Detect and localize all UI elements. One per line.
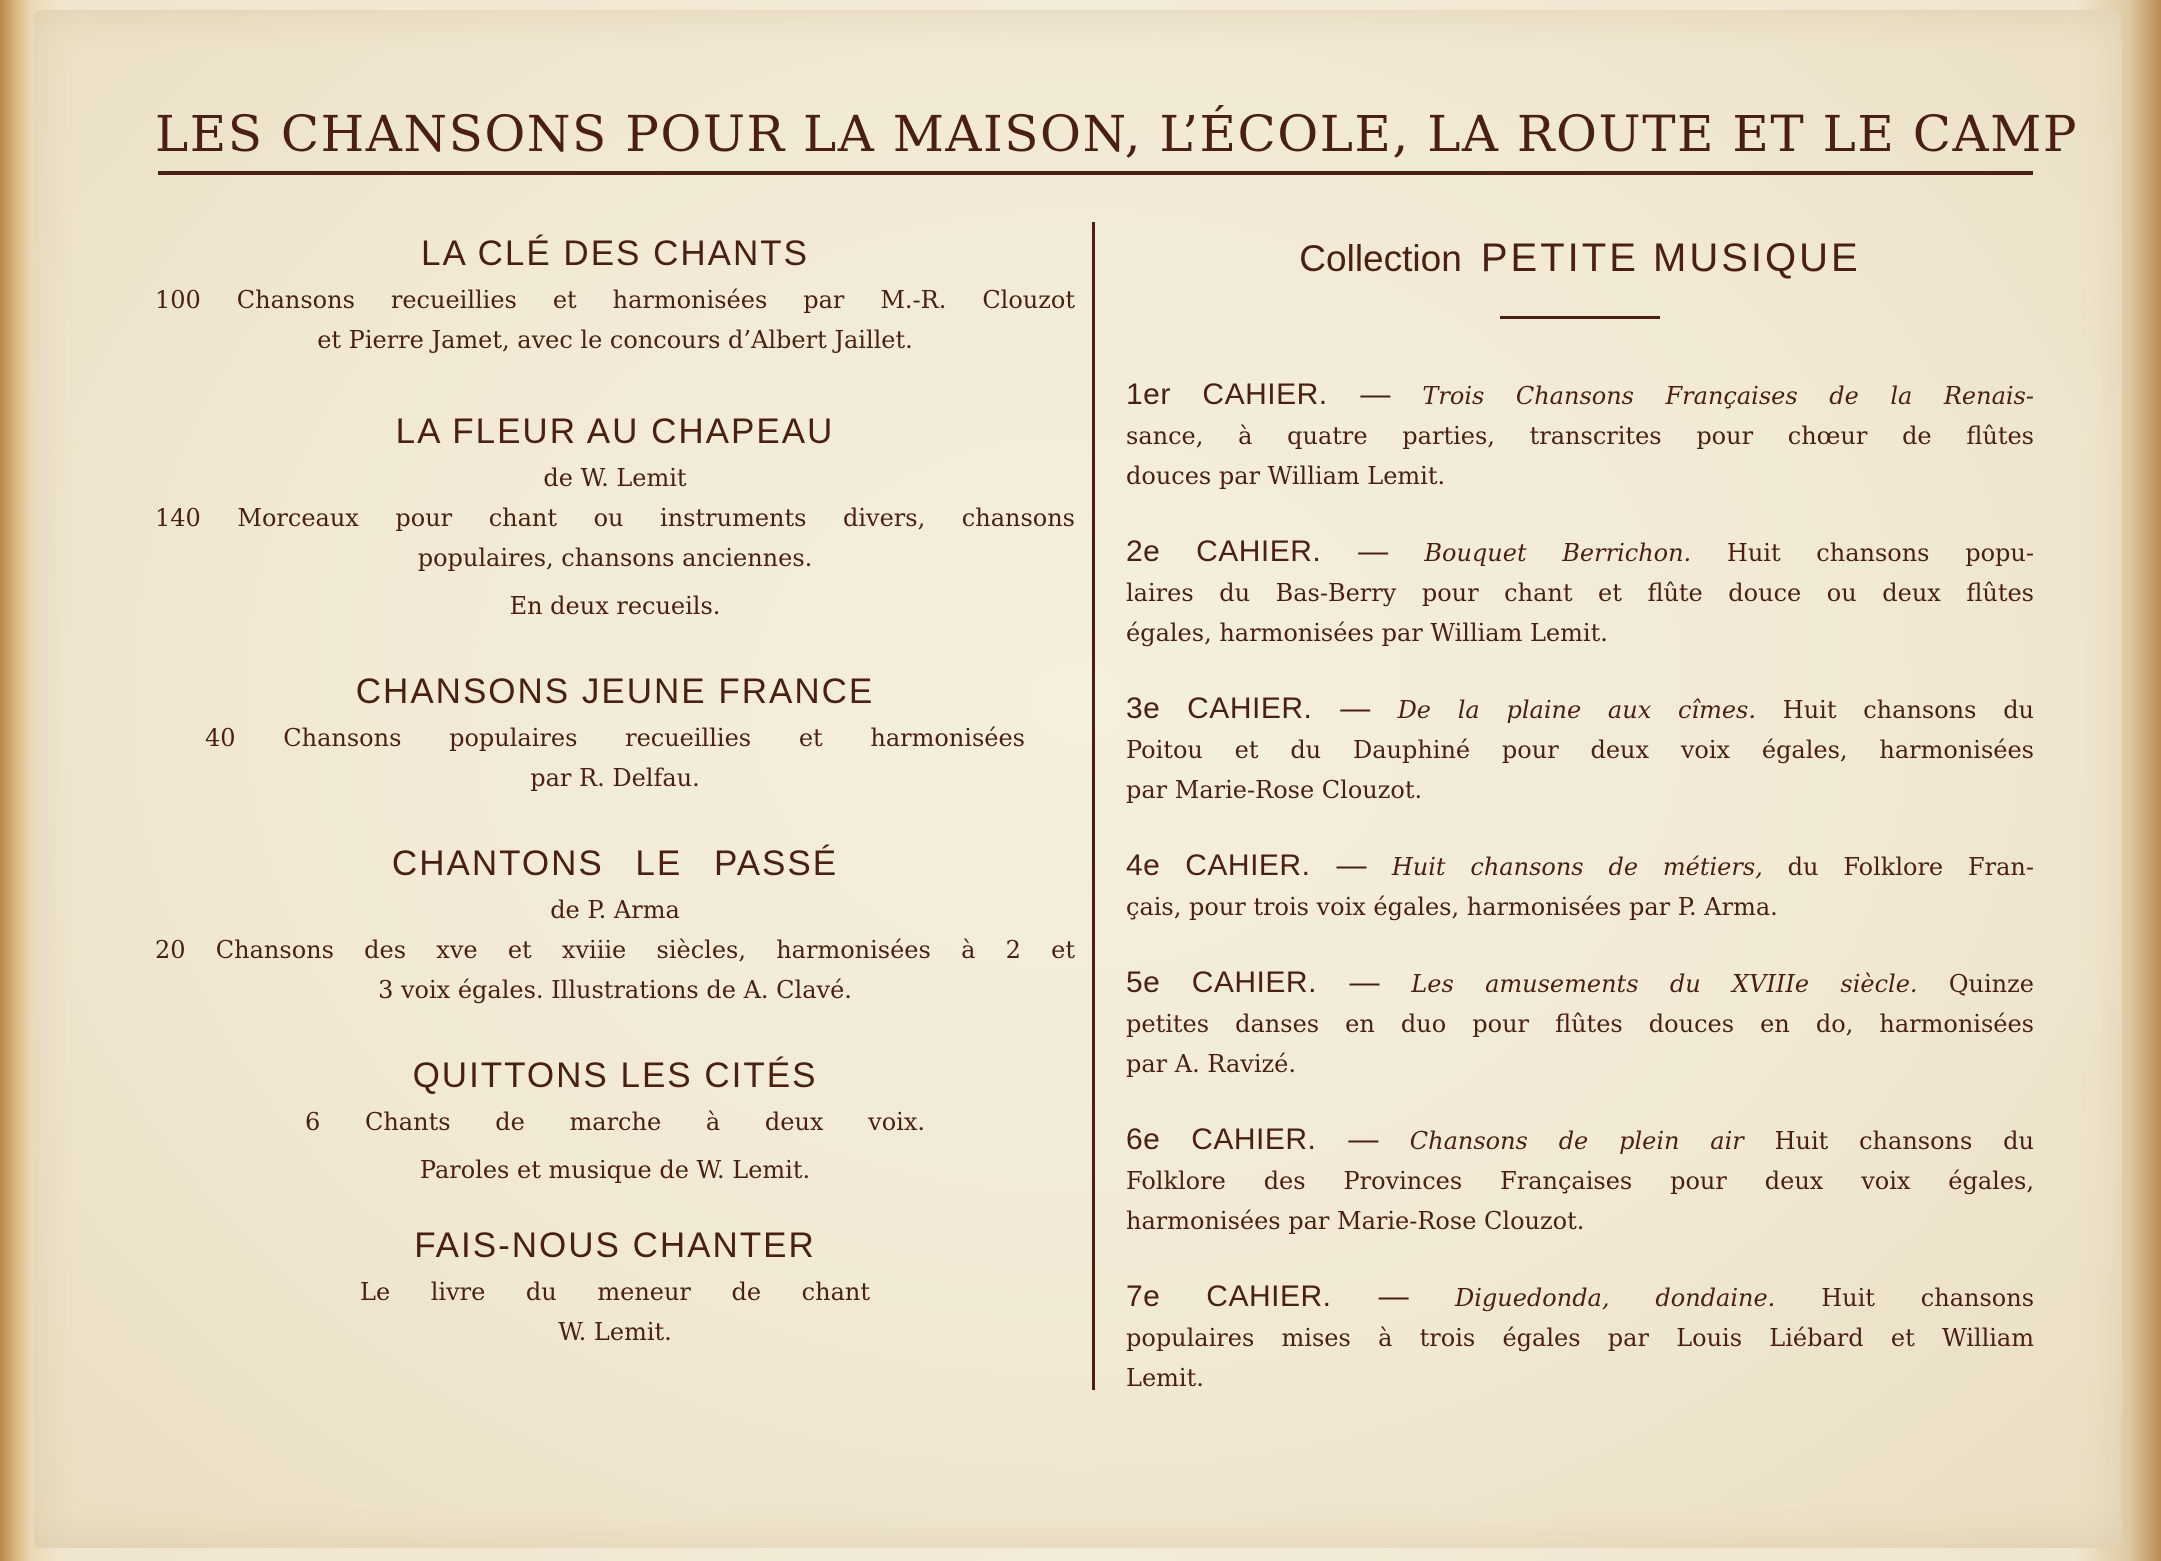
cahier-line: sance, à quatre parties, transcrites pour chœur de flûtes	[1126, 422, 2034, 450]
cahier-entry	[1126, 375, 2034, 496]
section-line: 20 Chansons des xve et xviiie siècles, harmonisées à 2 et	[155, 936, 1075, 964]
left-column	[155, 228, 1075, 1352]
section-line: 100 Chansons recueillies et harmonisées par M.-R. Clouzot	[155, 286, 1075, 314]
cahier-rest: Huit chansons popu-	[1726, 539, 2034, 567]
cahier-line: çais, pour trois voix égales, harmonisées par P. Arma.	[1126, 893, 1778, 921]
section-quittons-les-cites	[155, 1050, 1075, 1190]
section-line	[155, 1272, 1075, 1312]
cahier-line: populaires mises à trois égales par Louis Liébard et William	[1126, 1324, 2034, 1352]
section-line-text: 40 Chansons populaires recueillies et harmonisées	[205, 724, 1025, 752]
section-line: de W. Lemit	[543, 464, 687, 492]
cahier-line: laires du Bas-Berry pour chant et flûte douce ou deux flûtes	[1126, 579, 2034, 607]
cahier-entry	[1126, 846, 2034, 927]
cahier-number: 3e	[1126, 692, 1161, 725]
cahier-rest: Huit chansons du	[1774, 1127, 2034, 1155]
cahier-line: égales, harmonisées par William Lemit.	[1126, 619, 1608, 647]
cahier-title: De la plaine aux cîmes.	[1397, 696, 1757, 724]
section-line-text: Le livre du meneur de chant	[360, 1278, 870, 1306]
title-rule	[158, 171, 2033, 175]
section-title: CHANTONS LE PASSÉ	[391, 844, 839, 883]
cahier-title: Bouquet Berrichon.	[1424, 539, 1692, 567]
cahier-title: Les amusements du XVIIIe siècle.	[1411, 970, 1918, 998]
cahier-entry	[1126, 1277, 2034, 1398]
cahier-first-line	[1126, 689, 2034, 730]
cahier-line: douces par William Lemit.	[1126, 462, 1446, 490]
collection-rule	[1500, 316, 1660, 319]
section-title: QUITTONS LES CITÉS	[412, 1056, 818, 1095]
cahier-entry	[1126, 532, 2034, 653]
cahier-label: CAHIER. —	[1206, 1280, 1410, 1313]
cahier-line: petites danses en duo pour flûtes douces en do, harmonisées	[1126, 1010, 2034, 1038]
cahier-first-line	[1126, 375, 2034, 416]
cahier-first-line	[1126, 846, 2034, 887]
cahier-rest: Huit chansons	[1821, 1284, 2035, 1312]
section-fais-nous-chanter	[155, 1220, 1075, 1352]
cahier-label: CAHIER. —	[1196, 535, 1389, 568]
section-title: LA FLEUR AU CHAPEAU	[395, 412, 835, 451]
cahier-title: Trois Chansons Françaises de la Renais-	[1422, 382, 2034, 410]
collection-title	[1126, 228, 2034, 296]
collection-name: PETITE MUSIQUE	[1480, 236, 1861, 280]
cahier-label: CAHIER. —	[1191, 1123, 1379, 1156]
section-line: W. Lemit.	[558, 1318, 672, 1346]
cahier-line: Poitou et du Dauphiné pour deux voix égales, harmonisées	[1126, 736, 2034, 764]
cahier-rest: Huit chansons du	[1782, 696, 2035, 724]
section-line: et Pierre Jamet, avec le concours d’Albert Jaillet.	[317, 326, 913, 354]
section-line-text: 6 Chants de marche à deux voix.	[305, 1108, 925, 1136]
cahier-label: CAHIER. —	[1191, 966, 1380, 999]
section-line: 140 Morceaux pour chant ou instruments divers, chansons	[155, 504, 1075, 532]
cahier-number: 4e	[1126, 849, 1161, 882]
cahier-rest: Quinze	[1948, 970, 2034, 998]
cahier-number: 5e	[1126, 966, 1161, 999]
cahier-line: Lemit.	[1126, 1364, 1204, 1392]
section-line: de P. Arma	[550, 896, 680, 924]
column-divider	[1092, 222, 1095, 1390]
section-chansons-jeune-france	[155, 666, 1075, 798]
cahier-label: CAHIER. —	[1185, 849, 1367, 882]
cahier-first-line	[1126, 1120, 2034, 1161]
section-line: Paroles et musique de W. Lemit.	[419, 1156, 811, 1184]
cahier-title: Huit chansons de métiers,	[1391, 853, 1763, 881]
cahier-entry	[1126, 1120, 2034, 1241]
cahier-line: par A. Ravizé.	[1126, 1050, 1297, 1078]
cahier-first-line	[1126, 532, 2034, 573]
section-title: LA CLÉ DES CHANTS	[421, 234, 809, 273]
cahier-number: 1er	[1126, 378, 1171, 411]
section-chantons-le-passe	[155, 838, 1075, 1010]
section-line: populaires, chansons anciennes.	[417, 544, 813, 572]
cahier-first-line	[1126, 1277, 2034, 1318]
cahier-title: Diguedonda, dondaine.	[1454, 1284, 1776, 1312]
cahier-entry	[1126, 963, 2034, 1084]
section-title: FAIS-NOUS CHANTER	[414, 1226, 816, 1265]
section-fleur-au-chapeau	[155, 406, 1075, 626]
page-title: LES CHANSONS POUR LA MAISON, L’ÉCOLE, LA ROUTE ET LE CAMP	[155, 105, 2078, 163]
section-title: CHANSONS JEUNE FRANCE	[355, 672, 875, 711]
cahier-line: Folklore des Provinces Françaises pour deux voix égales,	[1126, 1167, 2034, 1195]
cahier-entry	[1126, 689, 2034, 810]
section-line: 3 voix égales. Illustrations de A. Clavé.	[378, 976, 852, 1004]
section-cle-des-chants	[155, 228, 1075, 360]
cahier-rest: du Folklore Fran-	[1787, 853, 2034, 881]
cahier-label: CAHIER. —	[1202, 378, 1391, 411]
cahier-line: harmonisées par Marie-Rose Clouzot.	[1126, 1207, 1585, 1235]
cahier-label: CAHIER. —	[1187, 692, 1371, 725]
cahier-number: 2e	[1126, 535, 1161, 568]
cahier-line: par Marie-Rose Clouzot.	[1126, 776, 1423, 804]
section-line	[155, 718, 1075, 758]
right-column	[1126, 228, 2034, 1398]
section-line: En deux recueils.	[509, 592, 721, 620]
collection-label: Collection	[1299, 238, 1462, 279]
section-line: par R. Delfau.	[530, 764, 700, 792]
cahier-title: Chansons de plein air	[1409, 1127, 1744, 1155]
section-line	[155, 1102, 1075, 1142]
cahier-number: 7e	[1126, 1280, 1161, 1313]
cahier-first-line	[1126, 963, 2034, 1004]
cahier-number: 6e	[1126, 1123, 1161, 1156]
